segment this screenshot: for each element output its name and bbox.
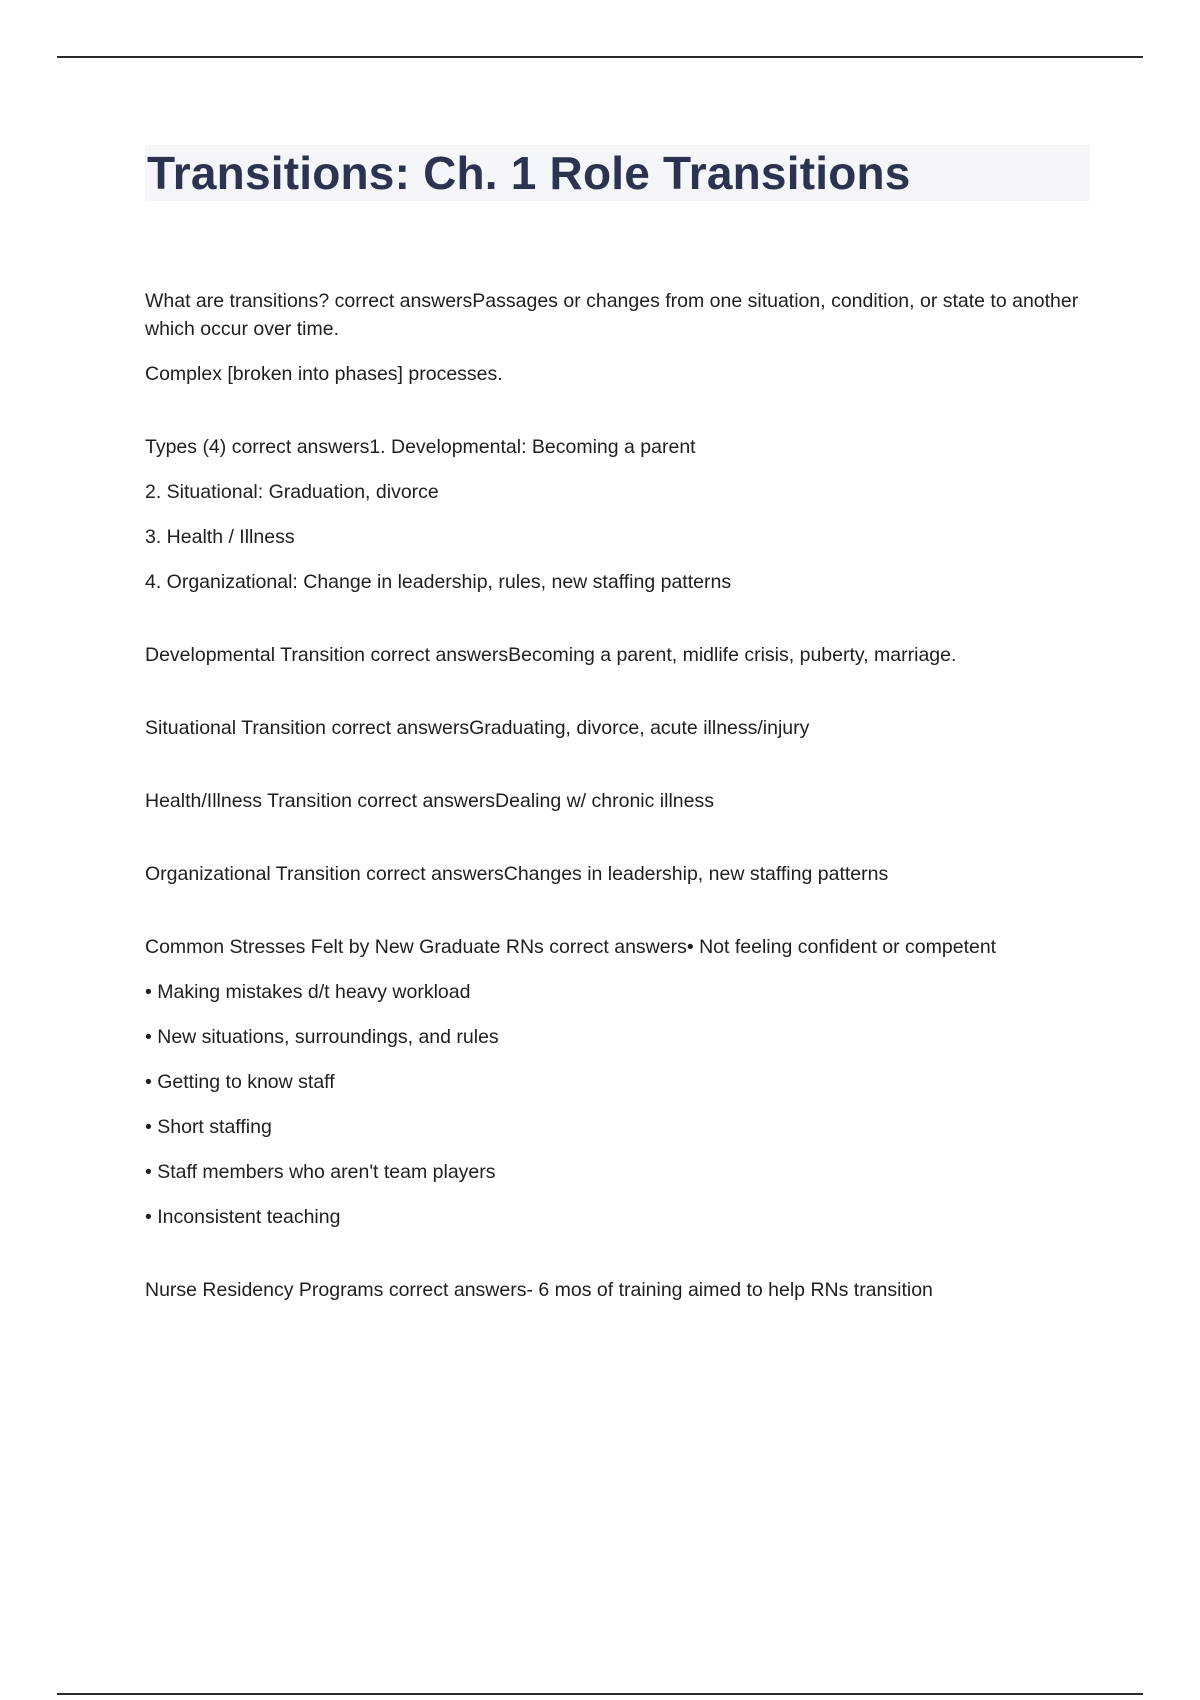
qa-bullet-line: • Staff members who aren't team players bbox=[145, 1161, 496, 1183]
qa-line: Common Stresses Felt by New Graduate RNs correct answers• Not feeling confident or competent bbox=[145, 936, 997, 958]
qa-line: 3. Health / Illness bbox=[145, 526, 295, 548]
qa-line: Developmental Transition correct answersBecoming a parent, midlife crisis, puberty, marriage. bbox=[145, 644, 957, 666]
header-rule bbox=[57, 56, 1143, 58]
qa-line: Nurse Residency Programs correct answers- 6 mos of training aimed to help RNs transition bbox=[145, 1279, 933, 1301]
qa-item bbox=[145, 287, 1090, 388]
title-banner bbox=[145, 145, 1090, 201]
qa-item bbox=[145, 1276, 1090, 1304]
qa-item bbox=[145, 933, 1090, 1231]
qa-line: 4. Organizational: Change in leadership, rules, new staffing patterns bbox=[145, 571, 732, 593]
qa-item bbox=[145, 860, 1090, 888]
qa-line: 2. Situational: Graduation, divorce bbox=[145, 481, 439, 503]
qa-bullet-line: • New situations, surroundings, and rules bbox=[145, 1026, 499, 1048]
qa-line: Organizational Transition correct answersChanges in leadership, new staffing patterns bbox=[145, 863, 889, 885]
qa-item bbox=[145, 714, 1090, 742]
footer-rule bbox=[57, 1693, 1143, 1695]
qa-line: Types (4) correct answers1. Developmental: Becoming a parent bbox=[145, 436, 696, 458]
qa-bullet-line: • Making mistakes d/t heavy workload bbox=[145, 981, 471, 1003]
page-title: Transitions: Ch. 1 Role Transitions bbox=[147, 147, 911, 199]
qa-line: What are transitions? correct answersPassages or changes from one situation, condition, or state to another which occur over time. bbox=[145, 290, 1079, 340]
qa-line: Health/Illness Transition correct answersDealing w/ chronic illness bbox=[145, 790, 714, 812]
qa-bullet-line: • Short staffing bbox=[145, 1116, 272, 1138]
qa-line: Complex [broken into phases] processes. bbox=[145, 363, 503, 385]
qa-line: Situational Transition correct answersGraduating, divorce, acute illness/injury bbox=[145, 717, 810, 739]
qa-item bbox=[145, 787, 1090, 815]
qa-list bbox=[145, 287, 1090, 1304]
qa-item bbox=[145, 433, 1090, 596]
document-body bbox=[145, 145, 1090, 1349]
qa-bullet-line: • Inconsistent teaching bbox=[145, 1206, 341, 1228]
qa-bullet-line: • Getting to know staff bbox=[145, 1071, 335, 1093]
qa-item bbox=[145, 641, 1090, 669]
